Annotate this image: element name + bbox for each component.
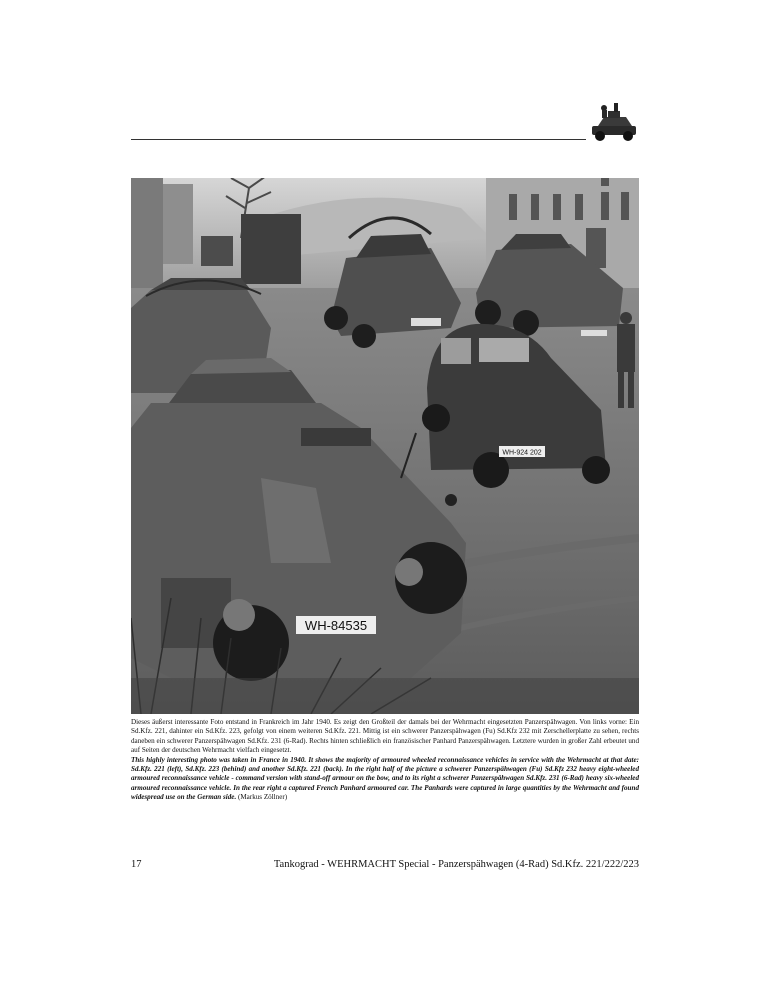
page-footer [131, 859, 639, 870]
caption-english [131, 756, 639, 803]
publication-title: Tankograd - WEHRMACHT Special - Panzerspähwagen (4-Rad) Sd.Kfz. 221/222/223 [273, 859, 639, 870]
page-number: 17 [131, 859, 142, 870]
photo-caption [131, 718, 639, 803]
main-photograph [131, 178, 639, 714]
caption-english-text: This highly interesting photo was taken in France in 1940. It shows the majority of armoured wheeled reconnaissance vehicles in service with the Wehrmacht at that date: Sd.Kfz. 221 (left), Sd.Kfz. 223 (behind) and another Sd.Kfz. 221 (back). In the right half of the picture a schwerer Panzerspähwagen (Fu) Sd.Kfz 232 heavy eight-wheeled armoured reconnaissance vehicle - command version with stand-off armour on the bow, and to its right a schwerer Panzerspähwagen Sd.Kfz. 231 (6-Rad) heavy six-wheeled armoured reconnaissance vehicle. In the rear right a captured French Panhard armoured car. The Panhards were captured in large quantities by the Wehrmacht and found widespread use on the German side. [131, 755, 639, 802]
photo-credit: (Markus Zöllner) [238, 793, 288, 802]
armoured-car-emblem-icon [588, 100, 640, 142]
caption-german: Dieses äußerst interessante Foto entstand in Frankreich im Jahr 1940. Es zeigt den Großteil der damals bei der Wehrmacht eingesetzten Panzerspähwagen. Von links vorne: Ein Sd.Kfz. 221, dahinter ein Sd.Kfz. 223, gefolgt von einem weiteren Sd.Kfz. 221. Mittig ist ein schwerer Panzerspähwagen (Fu) Sd.Kfz 232 mit Zerschellerplatte zu sehen, rechts daneben ein schwerer Panzerspähwagen Sd.Kfz. 231 (6-Rad). Rechts hinten schließlich ein französischer Panhard Panzerspähwagen. Letztere wurden in großer Zahl erbeutet und auf Seiten der deutschen Wehrmacht vielfach eingesetzt. [131, 718, 639, 755]
header-rule [131, 139, 586, 140]
front-number-plate: WH-84535 [304, 618, 368, 633]
car-number-plate: WH-924 202 [502, 449, 542, 457]
